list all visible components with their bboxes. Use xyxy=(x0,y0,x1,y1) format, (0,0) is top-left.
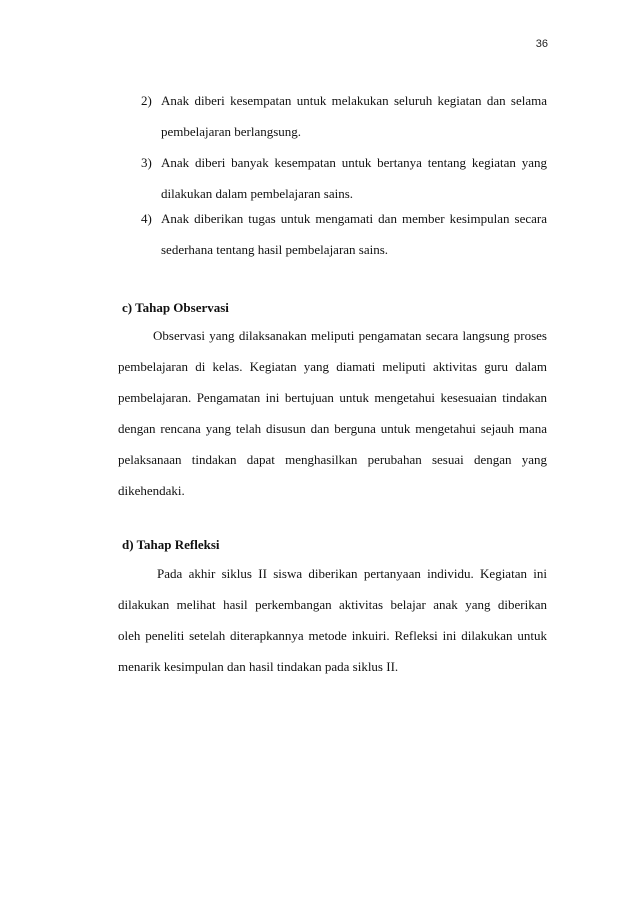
paragraph-line: menarik kesimpulan dan hasil tindakan pada siklus II. xyxy=(118,659,399,674)
paragraph-line: pembelajaran di kelas. Kegiatan yang diamati meliputi aktivitas guru dalam xyxy=(118,359,547,374)
section-heading: c) Tahap Observasi xyxy=(122,300,229,315)
list-item-number: 2) xyxy=(141,93,152,108)
paragraph-line: pelaksanaan tindakan dapat menghasilkan perubahan sesuai dengan yang xyxy=(118,452,547,467)
paragraph-line: Pada akhir siklus II siswa diberikan pertanyaan individu. Kegiatan ini xyxy=(157,566,547,581)
paragraph-line: oleh peneliti setelah diterapkannya metode inkuiri. Refleksi ini dilakukan untuk xyxy=(118,628,547,643)
list-item-number: 4) xyxy=(141,211,152,226)
list-item-line: sederhana tentang hasil pembelajaran sains. xyxy=(161,242,389,257)
paragraph-line: dilakukan melihat hasil perkembangan aktivitas belajar anak yang diberikan xyxy=(118,597,547,612)
paragraph-line: dikehendaki. xyxy=(118,483,185,498)
list-item-line: Anak diberi kesempatan untuk melakukan seluruh kegiatan dan selama xyxy=(161,93,547,108)
paragraph-line: pembelajaran. Pengamatan ini bertujuan untuk mengetahui kesesuaian tindakan xyxy=(118,390,547,405)
list-item-line: pembelajaran berlangsung. xyxy=(161,124,302,139)
list-item-line: Anak diberikan tugas untuk mengamati dan member kesimpulan secara xyxy=(161,211,547,226)
list-item-number: 3) xyxy=(141,155,152,170)
list-item-line: dilakukan dalam pembelajaran sains. xyxy=(161,186,354,201)
paragraph-line: Observasi yang dilaksanakan meliputi pengamatan secara langsung proses xyxy=(153,328,547,343)
section-heading: d) Tahap Refleksi xyxy=(122,537,220,552)
page-number: 36 xyxy=(535,38,548,50)
list-item-line: Anak diberi banyak kesempatan untuk bertanya tentang kegiatan yang xyxy=(161,155,547,170)
paragraph-line: dengan rencana yang telah disusun dan berguna untuk mengetahui sejauh mana xyxy=(118,421,547,436)
